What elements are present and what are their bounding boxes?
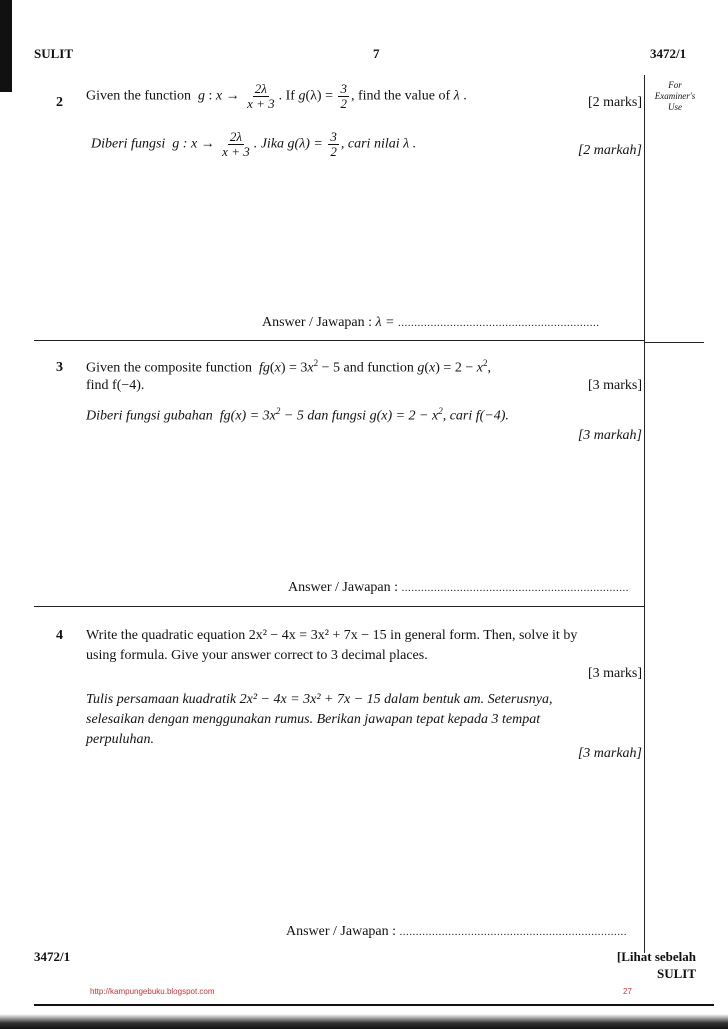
footer-code: 3472/1 [34, 949, 71, 964]
q3-en-marks: [3 marks] [587, 378, 642, 393]
q4-ms-line3: perpuluhan. [86, 732, 155, 747]
q3-ms-text-c: , cari f(−4). [442, 408, 509, 424]
bottom-edge-band [0, 1014, 728, 1029]
q2-en-text-c: , find the value of [350, 88, 451, 104]
q2-ms-marks: [2 markah] [577, 143, 642, 158]
examiner-use-text: For Examiner's Use [654, 80, 696, 112]
q2-separator-right [644, 342, 704, 343]
q2-separator [34, 340, 644, 341]
q2-answer-label: Answer / Jawapan : [262, 315, 373, 330]
q2-answer-dots[interactable]: .............................................................. [398, 317, 600, 329]
q3-number: 3 [56, 360, 63, 375]
q2-answer-variable: λ = [375, 315, 395, 330]
q2-ms-text-c: , cari nilai [340, 136, 400, 152]
footer-sulit: SULIT [656, 966, 696, 981]
q4-en-line2: using formula. Give your answer correct to 3 decimal places. [86, 648, 428, 663]
binding-edge-mark [0, 0, 12, 92]
q2-en-text-a: Given the function [86, 88, 191, 104]
header-sulit: SULIT [34, 46, 74, 61]
q3-en-text-b: and function [343, 360, 414, 376]
q3-separator [34, 606, 644, 607]
q3-english-line1: Given the composite function $fg(x) = 3x^2 - 5$ and function $g(x) = 2 - x^2$, [86, 358, 491, 376]
q3-ms-text-a: Diberi fungsi gubahan [86, 408, 213, 424]
q3-en-text-a: Given the composite function [86, 360, 253, 376]
footer-page: 27 [623, 987, 632, 996]
q3-ms-text-b: dan fungsi [307, 408, 367, 424]
q2-en-text-b: . If [278, 88, 295, 104]
footer-url[interactable]: http://kampungebuku.blogspot.com [90, 987, 215, 996]
q2-english: Given the function g : x → $\frac{2\lambda}{x + 3}$ . If g(λ) = $\frac{3}{2}$ , find the value of λ . [86, 81, 467, 111]
q3-answer-line [288, 580, 629, 596]
q2-malay: Diberi fungsi g : x → $\frac{2\lambda}{x + 3}$ . Jika g(λ) = $\frac{3}{2}$ , cari nilai λ . [91, 129, 417, 159]
q4-answer-dots[interactable]: ...................................................................... [399, 926, 628, 938]
q4-en-line1: Write the quadratic equation 2x² − 4x = 3x² + 7x − 15 in general form. Then, solve it by [86, 628, 578, 643]
q3-malay: Diberi fungsi gubahan $fg(x) = 3x^2 - 5$ dan fungsi $g(x) = 2 - x^2$, cari f(−4). [86, 406, 509, 424]
q2-ms-text-b: . Jika [253, 136, 285, 152]
q2-en-fraction-value: $\frac{3}{2}$ [340, 81, 347, 111]
header-code: 3472/1 [650, 46, 687, 61]
q4-ms-line1: Tulis persamaan kuadratik 2x² − 4x = 3x² + 7x − 15 dalam bentuk am. Seterusnya, [86, 692, 553, 707]
q4-ms-line2: selesaikan dengan menggunakan rumus. Berikan jawapan tepat kepada 3 tempat [86, 712, 541, 727]
q2-number: 2 [56, 95, 63, 110]
examiner-use-label [650, 80, 700, 113]
q4-number: 4 [56, 628, 63, 643]
examiner-column-line [644, 75, 645, 953]
q3-en-text-c: find f(−4). [86, 378, 145, 393]
q2-en-marks: [2 marks] [587, 95, 642, 110]
q2-answer-line [262, 315, 600, 331]
footer-lihat-sebelah: [Lihat sebelah [616, 949, 696, 964]
q3-answer-dots[interactable]: ...................................................................... [401, 582, 630, 594]
q2-ms-fraction: $\frac{2\lambda}{x + 3}$ [222, 129, 250, 159]
q4-answer-label: Answer / Jawapan : [286, 924, 397, 939]
footer-rule [34, 1004, 714, 1006]
q2-ms-text-a: Diberi fungsi [91, 136, 166, 152]
q3-answer-label: Answer / Jawapan : [288, 580, 399, 595]
header-page-number: 7 [373, 46, 380, 61]
q3-ms-marks: [3 markah] [577, 428, 642, 443]
q2-en-fraction: $\frac{2\lambda}{x + 3}$ [247, 81, 275, 111]
q2-ms-fraction-value: $\frac{3}{2}$ [330, 129, 337, 159]
q4-ms-marks: [3 markah] [577, 746, 642, 761]
q4-en-marks: [3 marks] [587, 666, 642, 681]
q4-answer-line [286, 924, 627, 940]
